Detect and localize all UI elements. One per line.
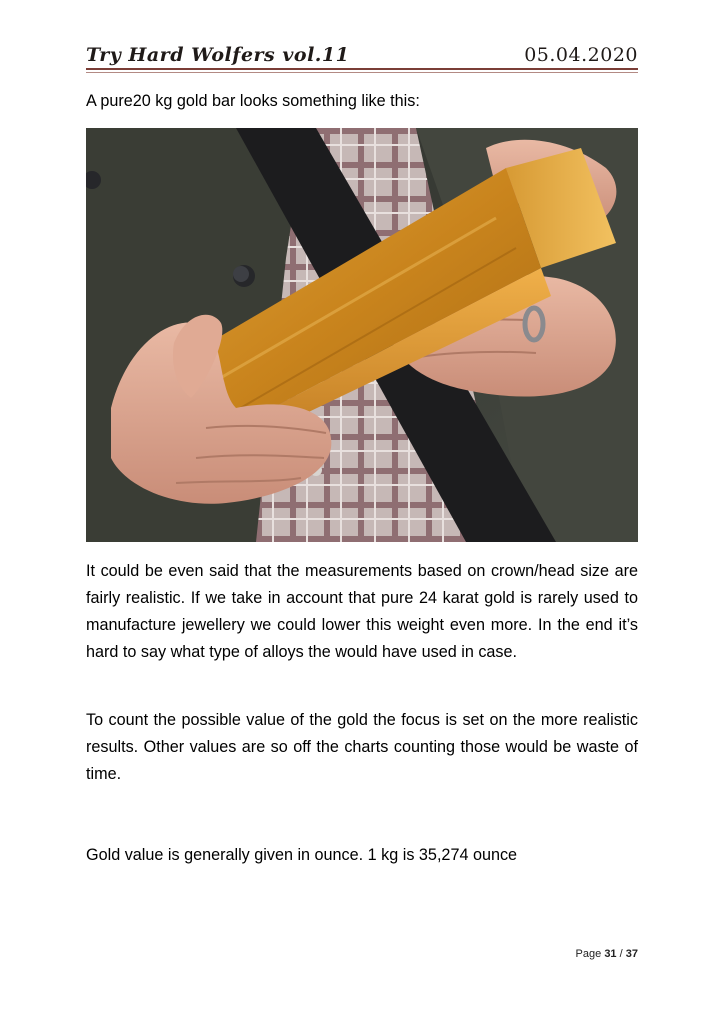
page-footer <box>576 948 638 960</box>
page-current: 31 <box>604 948 617 960</box>
header-rule-thin <box>86 72 638 73</box>
header-rule <box>86 68 638 70</box>
document-title: Try Hard Wolfers vol.11 <box>86 44 350 66</box>
page-separator: / <box>619 948 623 960</box>
intro-paragraph: A pure20 kg gold bar looks something like this: <box>86 92 420 110</box>
page-total: 37 <box>625 948 638 960</box>
body-paragraph-3: Gold value is generally given in ounce. 1 kg is 35,274 ounce <box>86 846 518 864</box>
gold-bar-photo <box>86 128 638 542</box>
document-date: 05.04.2020 <box>524 44 638 66</box>
page-label: Page <box>575 948 602 960</box>
body-paragraph-1: It could be even said that the measurements based on crown/head size are fairly realistic. If we take in account that pure 24 karat gold is rarely used to manufacture jewellery we could lower this weight even more. In the end it’s hard to say what type of alloys the would have used in case. <box>86 562 638 661</box>
body-paragraph-2: To count the possible value of the gold the focus is set on the more realistic results. Other values are so off the charts counting those would be waste of time. <box>86 711 638 783</box>
